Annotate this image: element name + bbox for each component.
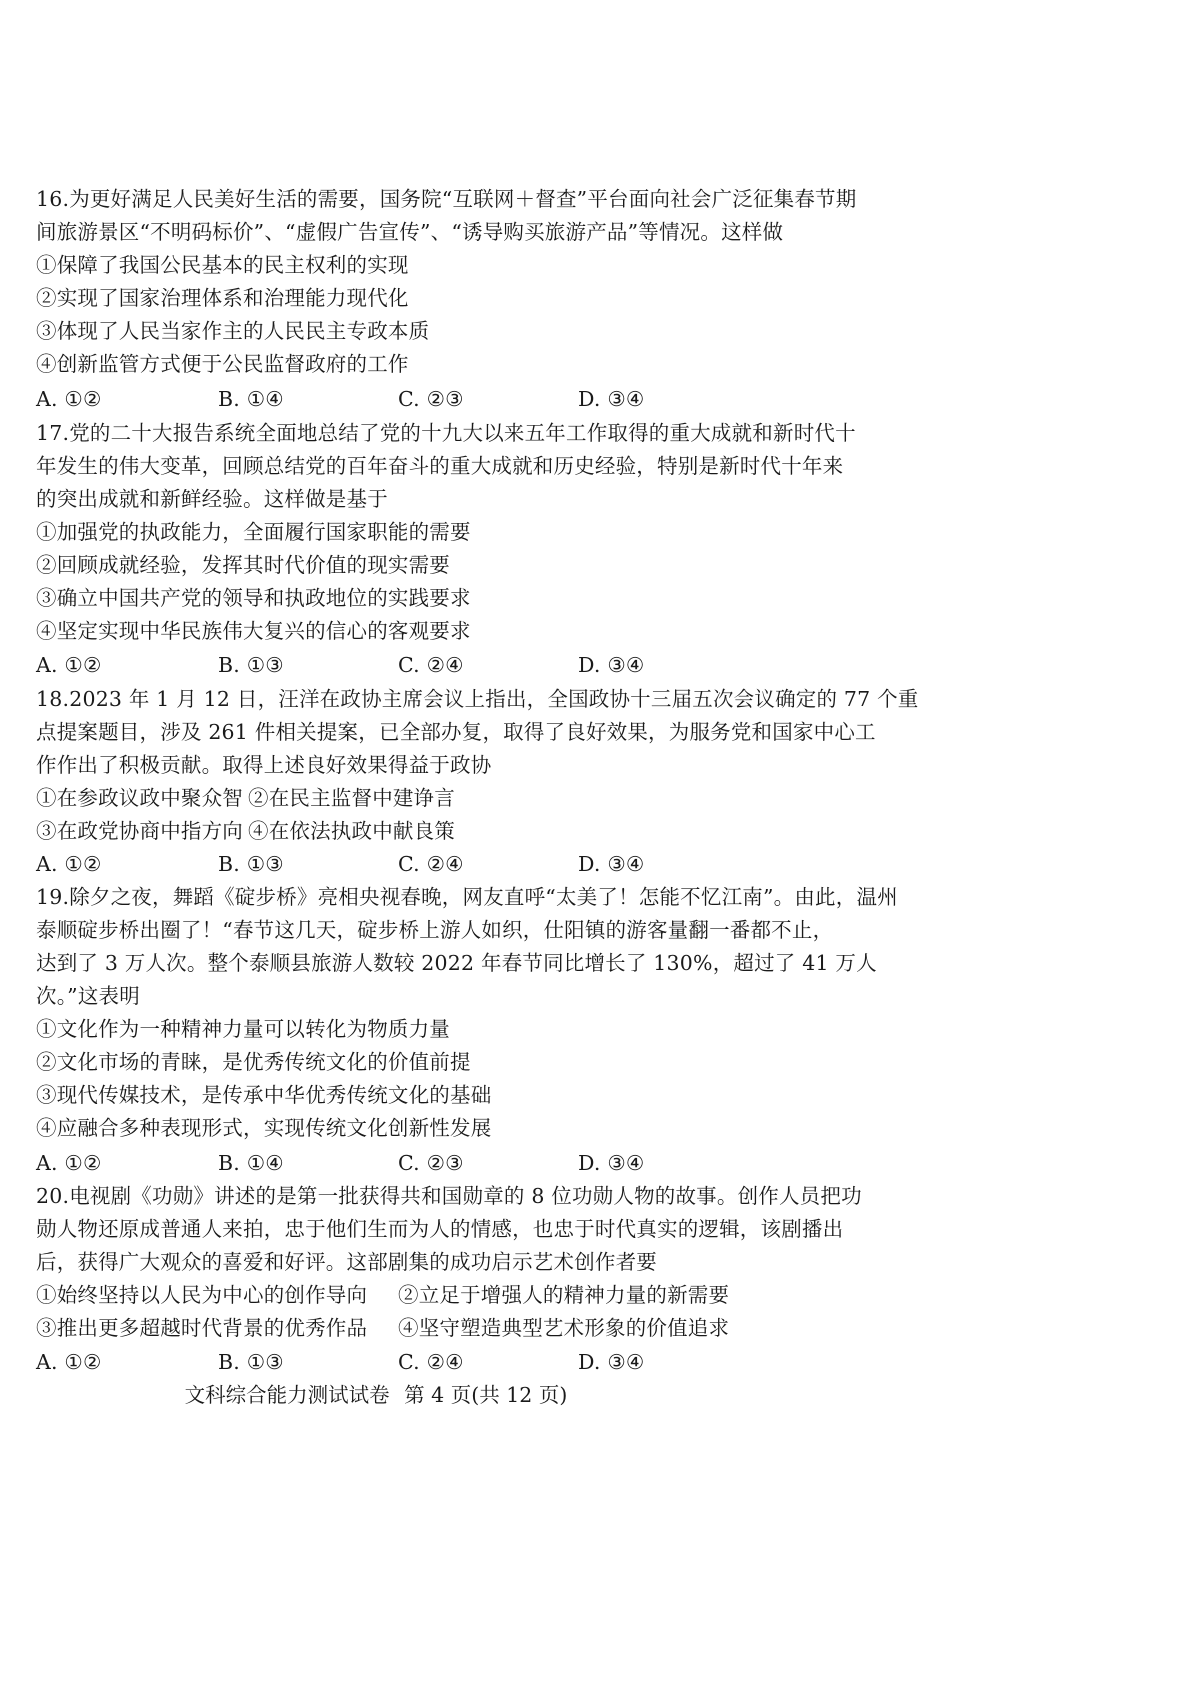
choice-d: D. ③④ (578, 852, 645, 876)
statement: ②立足于增强人的精神力量的新需要 (398, 1283, 730, 1307)
question-stem-line: 16.为更好满足人民美好生活的需要，国务院“互联网＋督查”平台面向社会广泛征集春节期 (36, 187, 857, 211)
statement-row (36, 1315, 730, 1341)
statement: ④创新监管方式便于公民监督政府的工作 (36, 352, 409, 376)
statement-row (36, 785, 455, 811)
page-number: 第 4 页(共 12 页) (404, 1383, 568, 1407)
statement: ④在依法执政中献良策 (248, 819, 455, 843)
choice-c: C. ②④ (398, 653, 464, 677)
statement: ①文化作为一种精神力量可以转化为物质力量 (36, 1017, 450, 1041)
choice-d: D. ③④ (578, 1151, 645, 1175)
statement-row (36, 818, 455, 844)
question-stem-line: 20.电视剧《功勋》讲述的是第一批获得共和国勋章的 8 位功勋人物的故事。创作人员把功 (36, 1184, 862, 1208)
statement: ③推出更多超越时代背景的优秀作品 (36, 1316, 368, 1340)
choice-c: C. ②③ (398, 1151, 464, 1175)
question-number: 20. (36, 1184, 70, 1208)
choice-a: A. ①② (36, 387, 102, 411)
question-stem-line: 勋人物还原成普通人来拍，忠于他们生而为人的情感，也忠于时代真实的逻辑，该剧播出 (36, 1217, 844, 1241)
statement: ②文化市场的青睐，是优秀传统文化的价值前提 (36, 1050, 471, 1074)
choice-b: B. ①④ (218, 1151, 284, 1175)
statement: ④坚守塑造典型艺术形象的价值追求 (398, 1316, 730, 1340)
question-stem-line: 作作出了积极贡献。取得上述良好效果得益于政协 (36, 753, 492, 777)
statement-row (36, 1282, 730, 1308)
question-number: 18. (36, 687, 70, 711)
statement: ③现代传媒技术，是传承中华优秀传统文化的基础 (36, 1083, 492, 1107)
statement: ③体现了人民当家作主的人民民主专政本质 (36, 319, 430, 343)
question-number: 16. (36, 187, 70, 211)
statement: ①始终坚持以人民为中心的创作导向 (36, 1283, 368, 1307)
statement: ①加强党的执政能力，全面履行国家职能的需要 (36, 520, 471, 544)
statement: ③在政党协商中指方向 (36, 819, 243, 843)
statement: ④坚定实现中华民族伟大复兴的信心的客观要求 (36, 619, 471, 643)
question-stem-line: 点提案题目，涉及 261 件相关提案，已全部办复，取得了良好效果，为服务党和国家中心工 (36, 720, 876, 744)
choice-a: A. ①② (36, 1151, 102, 1175)
choice-b: B. ①④ (218, 387, 284, 411)
question-stem-line: 19.除夕之夜，舞蹈《碇步桥》亮相央视春晚，网友直呼“太美了！怎能不忆江南”。由此，温州 (36, 885, 898, 909)
choice-b: B. ①③ (218, 1350, 284, 1374)
question-stem-line: 间旅游景区“不明码标价”、“虚假广告宣传”、“诱导购买旅游产品”等情况。这样做 (36, 220, 784, 244)
question-stem-line: 次。”这表明 (36, 984, 140, 1008)
statement: ①保障了我国公民基本的民主权利的实现 (36, 253, 409, 277)
choice-d: D. ③④ (578, 653, 645, 677)
statement: ③确立中国共产党的领导和执政地位的实践要求 (36, 586, 471, 610)
choice-d: D. ③④ (578, 387, 645, 411)
choice-c: C. ②③ (398, 387, 464, 411)
question-stem-line: 后，获得广大观众的喜爱和好评。这部剧集的成功启示艺术创作者要 (36, 1250, 657, 1274)
question-stem-line: 18.2023 年 1 月 12 日，汪洋在政协主席会议上指出，全国政协十三届五次会议确定的 77 个重 (36, 687, 919, 711)
question-number: 19. (36, 885, 70, 909)
choice-a: A. ①② (36, 653, 102, 677)
question-number: 17. (36, 421, 70, 445)
choice-b: B. ①③ (218, 852, 284, 876)
statement: ④应融合多种表现形式，实现传统文化创新性发展 (36, 1116, 492, 1140)
page-footer (0, 1382, 976, 1408)
question-stem-line: 年发生的伟大变革，回顾总结党的百年奋斗的重大成就和历史经验，特别是新时代十年来 (36, 454, 844, 478)
statement: ①在参政议政中聚众智 (36, 786, 243, 810)
choice-d: D. ③④ (578, 1350, 645, 1374)
statement: ②回顾成就经验，发挥其时代价值的现实需要 (36, 553, 450, 577)
choice-c: C. ②④ (398, 852, 464, 876)
exam-title: 文科综合能力测试试卷 (184, 1383, 390, 1407)
choice-b: B. ①③ (218, 653, 284, 677)
question-stem-line: 17.党的二十大报告系统全面地总结了党的十九大以来五年工作取得的重大成就和新时代十 (36, 421, 856, 445)
choice-a: A. ①② (36, 1350, 102, 1374)
statement: ②实现了国家治理体系和治理能力现代化 (36, 286, 409, 310)
choice-a: A. ①② (36, 852, 102, 876)
choice-c: C. ②④ (398, 1350, 464, 1374)
statement: ②在民主监督中建诤言 (248, 786, 455, 810)
question-stem-line: 泰顺碇步桥出圈了！“春节这几天，碇步桥上游人如织，仕阳镇的游客量翻一番都不止， (36, 918, 834, 942)
question-stem-line: 的突出成就和新鲜经验。这样做是基于 (36, 487, 388, 511)
question-stem-line: 达到了 3 万人次。整个泰顺县旅游人数较 2022 年春节同比增长了 130%，超过了 41 万人 (36, 951, 877, 975)
